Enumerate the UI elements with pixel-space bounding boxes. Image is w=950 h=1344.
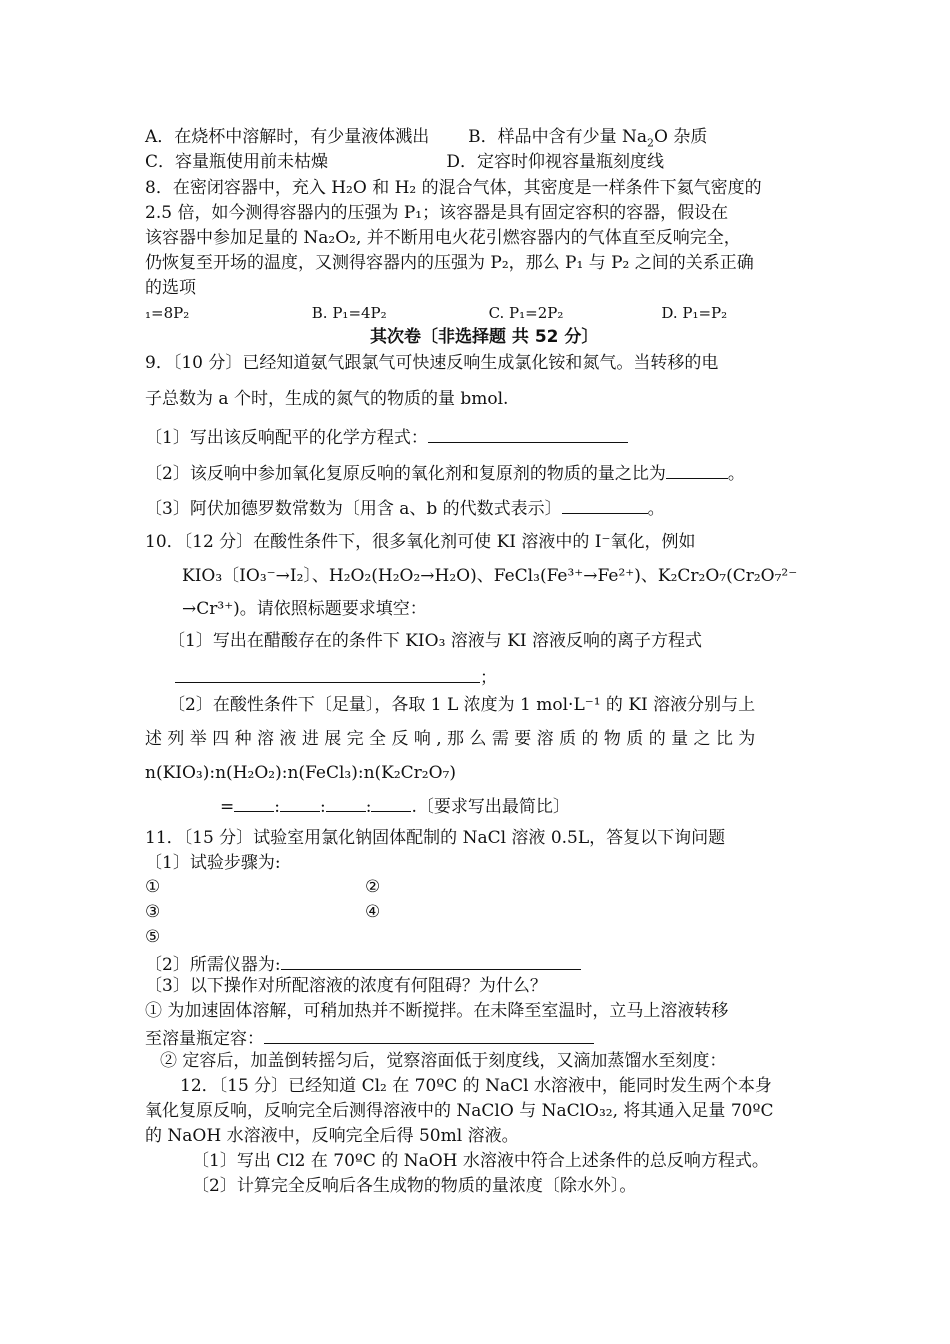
q9-part1: 〔1〕写出该反响配平的化学方程式： xyxy=(145,424,628,449)
q9-answer-blank-2[interactable] xyxy=(666,460,728,479)
q12-part1: 〔1〕写出 Cl2 在 70ºC 的 NaOH 水溶液中符合上述条件的总反响方程式。 xyxy=(192,1151,769,1171)
q8-line4: 仍恢复至开场的温度，又测得容器内的压强为 P₂，那么 P₁ 与 P₂ 之间的关系正确 xyxy=(145,253,754,273)
q8-line3: 该容器中参加足量的 Na₂O₂, 并不断用电火花引燃容器内的气体直至反响完全， xyxy=(145,228,741,248)
q10-line1: 10．〔12 分〕在酸性条件下，很多氧化剂可使 KI 溶液中的 I⁻氧化，例如 xyxy=(145,532,696,552)
q10-answer-blank-1[interactable] xyxy=(175,664,480,683)
q7-options-row2 xyxy=(145,151,664,173)
q10-ratio-blank-4[interactable] xyxy=(371,793,411,812)
q9-part2: 〔2〕该反响中参加氧化复原反响的氧化剂和复原剂的物质的量之比为 。 xyxy=(145,460,745,485)
section-title: 其次卷〔非选择题 共 52 分〕 xyxy=(370,327,599,347)
q11-case1-line2: 至溶量瓶定容： xyxy=(145,1025,594,1050)
q10-part2-line3: n(KIO₃):n(H₂O₂):n(FeCl₃):n(K₂Cr₂O₇) xyxy=(145,763,456,783)
q11-part2: 〔2〕所需仪器为: xyxy=(145,951,581,976)
q10-ratio-blank-1[interactable] xyxy=(234,793,274,812)
q11-step-3: ③ xyxy=(145,902,161,922)
q10-ratio-blank-2[interactable] xyxy=(280,793,320,812)
q11-step-2: ② xyxy=(365,877,381,897)
q9-answer-blank-1[interactable] xyxy=(428,424,628,443)
q8-line2: 2.5 倍，如今测得容器内的压强为 P₁；该容器是具有固定容积的容器，假设在 xyxy=(145,203,729,223)
q9-part3: 〔3〕阿伏加德罗数常数为〔用含 a、b 的代数式表示〕 。 xyxy=(145,495,665,520)
q12-line1: 12．〔15 分〕已经知道 Cl₂ 在 70ºC 的 NaCl 水溶液中，能同时发生两个本身 xyxy=(180,1076,772,1096)
q7-option-a: A．在烧杯中溶解时，有少量液体溅出 xyxy=(145,127,430,147)
q8-line1: 8．在密闭容器中，充入 H₂O 和 H₂ 的混合气体，其密度是一样条件下氦气密度的 xyxy=(145,178,762,198)
q10-line2: KIO₃〔IO₃⁻→I₂〕、H₂O₂(H₂O₂→H₂O)、FeCl₃(Fe³⁺→Fe²⁺)、K₂Cr₂O₇(Cr₂O₇²⁻ xyxy=(182,566,798,586)
q12-line2: 氧化复原反响，反响完全后测得溶液中的 NaClO 与 NaClO₃₂, 将其通入足量 70ºC xyxy=(145,1101,774,1121)
q12-line3: 的 NaOH 水溶液中，反响完全后得 50ml 溶液。 xyxy=(145,1126,519,1146)
q11-step-5: ⑤ xyxy=(145,927,161,947)
q11-step-1: ① xyxy=(145,877,161,897)
q7-option-d: D．定容时仰视容量瓶刻度线 xyxy=(446,152,665,172)
q11-part3: 〔3〕以下操作对所配溶液的浓度有何阻碍？为什么？ xyxy=(145,976,547,996)
q10-line3: →Cr³⁺)。请依照标题要求填空： xyxy=(182,599,427,619)
q7-option-c: C．容量瓶使用前未枯燥 xyxy=(145,152,329,172)
q10-part1-answer: ； xyxy=(175,664,497,689)
q11-case1-blank[interactable] xyxy=(264,1025,594,1044)
q7-option-b: B．样品中含有少量 $Na_2O$ 杂质 xyxy=(468,127,708,150)
q8-option-c: C. P₁=2P₂ xyxy=(488,304,564,322)
q11-case2: ② 定容后，加盖倒转摇匀后，觉察溶面低于刻度线，又滴加蒸馏水至刻度： xyxy=(160,1051,727,1071)
q10-part1: 〔1〕写出在醋酸存在的条件下 KIO₃ 溶液与 KI 溶液反响的离子方程式 xyxy=(168,631,703,651)
q11-instruments-blank[interactable] xyxy=(281,951,581,970)
q8-option-d: D. P₁=P₂ xyxy=(661,304,728,322)
q10-ratio-answer: = : : : .〔要求写出最简比〕 xyxy=(220,793,570,818)
q9-line1: 9．〔10 分〕已经知道氨气跟氯气可快速反响生成氯化铵和氮气。当转移的电 xyxy=(145,353,719,373)
q11-step-4: ④ xyxy=(365,902,381,922)
q10-part2-line1: 〔2〕在酸性条件下〔足量〕，各取 1 L 浓度为 1 mol·L⁻¹ 的 KI 溶液分别与上 xyxy=(168,695,756,715)
q11-part1: 〔1〕试验步骤为: xyxy=(145,853,281,873)
q8-option-b: B. P₁=4P₂ xyxy=(311,304,387,322)
q10-ratio-blank-3[interactable] xyxy=(326,793,366,812)
q11-case1-line1: ① 为加速固体溶解，可稍加热并不断搅拌。在未降至室温时，立马上溶液转移 xyxy=(145,1001,729,1021)
q8-line5: 的选项 xyxy=(145,278,196,298)
q9-line2: 子总数为 a 个时，生成的氮气的物质的量 bmol. xyxy=(145,389,509,409)
q12-part2: 〔2〕计算完全反响后各生成物的物质的量浓度〔除水外〕。 xyxy=(192,1176,637,1196)
q9-answer-blank-3[interactable] xyxy=(562,495,648,514)
q10-part2-line2: 述 列 举 四 种 溶 液 进 展 完 全 反 响 , 那 么 需 要 溶 质 的 物 质 的 量 之 比 为 xyxy=(145,729,756,749)
q8-options xyxy=(145,302,727,324)
q8-option-a: ₁=8P₂ xyxy=(145,304,190,322)
q11-line1: 11．〔15 分〕试验室用氯化钠固体配制的 NaCl 溶液 0.5L，答复以下询问题 xyxy=(145,828,726,848)
